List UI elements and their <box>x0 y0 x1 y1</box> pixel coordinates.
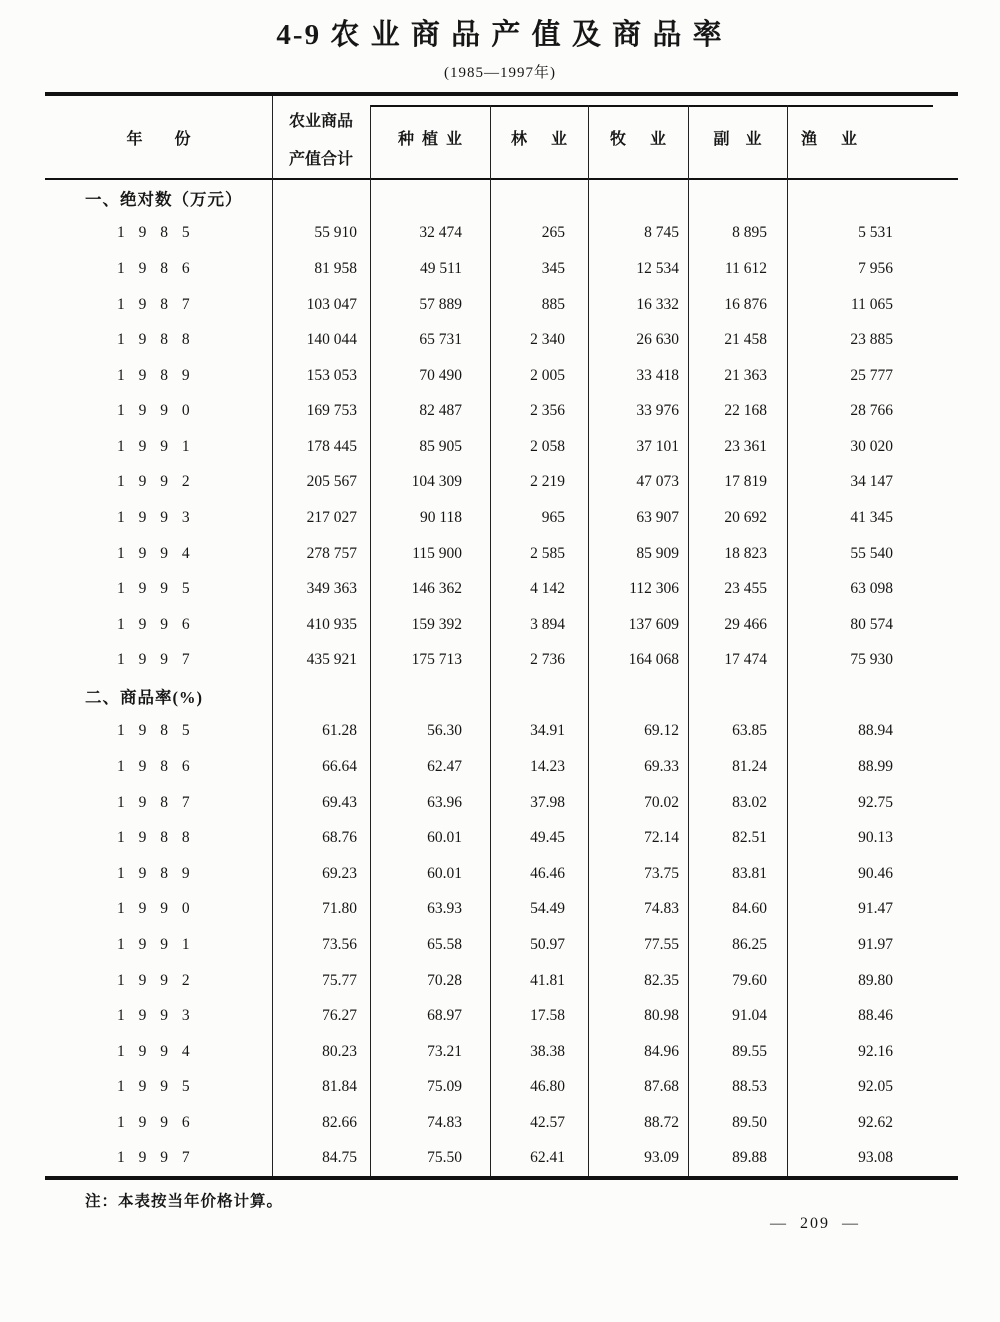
year-cell: 1 9 8 7 <box>117 793 195 811</box>
value-cell: 2 058 <box>530 437 565 455</box>
value-cell: 68.76 <box>322 829 357 847</box>
value-cell: 76.27 <box>322 1007 357 1025</box>
value-cell: 37.98 <box>530 793 565 811</box>
table-row <box>45 892 958 928</box>
section-title: 二、商品率(%) <box>85 687 203 707</box>
value-cell: 69.43 <box>322 793 357 811</box>
value-cell: 153 053 <box>306 366 357 384</box>
page-subtitle: (1985—1997年) <box>444 65 556 81</box>
table-row <box>45 820 958 856</box>
value-cell: 89.88 <box>732 1149 767 1167</box>
value-cell: 93.08 <box>858 1149 893 1167</box>
value-cell: 82.35 <box>644 971 679 989</box>
column-header-forestry: 林 业 <box>510 130 567 148</box>
value-cell: 56.30 <box>427 722 462 740</box>
column-header-total <box>272 96 370 178</box>
value-cell: 83.02 <box>732 793 767 811</box>
value-cell: 63 098 <box>850 580 893 598</box>
footnote: 注：本表按当年价格计算。 <box>85 1193 284 1210</box>
value-cell: 69.12 <box>644 722 679 740</box>
value-cell: 21 458 <box>724 331 767 349</box>
year-cell: 1 9 9 2 <box>117 473 195 491</box>
value-cell: 91.47 <box>858 900 893 918</box>
value-cell: 17 474 <box>724 651 767 669</box>
value-cell: 345 <box>541 259 565 277</box>
year-cell: 1 9 8 5 <box>117 722 195 740</box>
column-divider <box>688 105 689 1176</box>
value-cell: 17 819 <box>724 473 767 491</box>
year-cell: 1 9 8 7 <box>117 295 195 313</box>
column-header-total-line1: 农业商品 <box>288 113 353 130</box>
table-row <box>45 714 958 750</box>
value-cell: 49.45 <box>530 829 565 847</box>
value-cell: 63 907 <box>636 508 679 526</box>
value-cell: 2 340 <box>530 331 565 349</box>
value-cell: 14.23 <box>530 758 565 776</box>
value-cell: 28 766 <box>850 402 893 420</box>
year-cell: 1 9 9 6 <box>117 615 195 633</box>
value-cell: 21 363 <box>724 366 767 384</box>
table-row <box>45 643 958 679</box>
value-cell: 65.58 <box>427 935 462 953</box>
value-cell: 140 044 <box>306 331 357 349</box>
table-row <box>45 998 958 1034</box>
value-cell: 92.75 <box>858 793 893 811</box>
value-cell: 104 309 <box>411 473 462 491</box>
stats-table <box>45 92 958 1180</box>
value-cell: 103 047 <box>306 295 357 313</box>
value-cell: 46.46 <box>530 864 565 882</box>
value-cell: 23 361 <box>724 437 767 455</box>
column-header-total-line2: 产值合计 <box>288 151 353 168</box>
value-cell: 70.02 <box>644 793 679 811</box>
value-cell: 47 073 <box>636 473 679 491</box>
value-cell: 20 692 <box>724 508 767 526</box>
value-cell: 265 <box>541 224 565 242</box>
value-cell: 75.77 <box>322 971 357 989</box>
value-cell: 62.41 <box>530 1149 565 1167</box>
section-header-row <box>45 678 958 714</box>
value-cell: 17.58 <box>530 1007 565 1025</box>
table-row <box>45 607 958 643</box>
value-cell: 11 065 <box>850 295 893 313</box>
table-row <box>45 429 958 465</box>
value-cell: 50.97 <box>530 935 565 953</box>
value-cell: 32 474 <box>419 224 462 242</box>
table-row <box>45 785 958 821</box>
year-cell: 1 9 8 8 <box>117 829 195 847</box>
year-cell: 1 9 9 6 <box>117 1113 195 1131</box>
value-cell: 205 567 <box>306 473 357 491</box>
table-header-row <box>45 96 958 178</box>
value-cell: 49 511 <box>419 259 462 277</box>
value-cell: 92.62 <box>858 1113 893 1131</box>
value-cell: 90.13 <box>858 829 893 847</box>
value-cell: 63.96 <box>427 793 462 811</box>
column-divider <box>490 105 491 1176</box>
value-cell: 2 005 <box>530 366 565 384</box>
value-cell: 2 736 <box>530 651 565 669</box>
section-title: 一、绝对数（万元） <box>85 189 243 209</box>
year-cell: 1 9 9 5 <box>117 580 195 598</box>
value-cell: 69.33 <box>644 758 679 776</box>
year-cell: 1 9 9 4 <box>117 1042 195 1060</box>
value-cell: 75 930 <box>850 651 893 669</box>
value-cell: 81 958 <box>314 259 357 277</box>
table-row <box>45 1105 958 1141</box>
value-cell: 63.93 <box>427 900 462 918</box>
year-cell: 1 9 8 9 <box>117 864 195 882</box>
table-row <box>45 500 958 536</box>
value-cell: 169 753 <box>306 402 357 420</box>
value-cell: 71.80 <box>322 900 357 918</box>
table-row <box>45 358 958 394</box>
value-cell: 2 356 <box>530 402 565 420</box>
table-row <box>45 963 958 999</box>
value-cell: 88.94 <box>858 722 893 740</box>
value-cell: 79.60 <box>732 971 767 989</box>
value-cell: 70.28 <box>427 971 462 989</box>
column-header-planting: 种 植 业 <box>397 130 462 148</box>
value-cell: 84.96 <box>644 1042 679 1060</box>
table-row <box>45 216 958 252</box>
value-cell: 57 889 <box>419 295 462 313</box>
value-cell: 29 466 <box>724 615 767 633</box>
value-cell: 85 905 <box>419 437 462 455</box>
value-cell: 61.28 <box>322 722 357 740</box>
value-cell: 92.16 <box>858 1042 893 1060</box>
value-cell: 70 490 <box>419 366 462 384</box>
value-cell: 885 <box>541 295 565 313</box>
year-cell: 1 9 9 5 <box>117 1078 195 1096</box>
section-header-row <box>45 180 958 216</box>
value-cell: 41.81 <box>530 971 565 989</box>
value-cell: 41 345 <box>850 508 893 526</box>
table-row <box>45 927 958 963</box>
value-cell: 2 585 <box>530 544 565 562</box>
value-cell: 74.83 <box>644 900 679 918</box>
value-cell: 18 823 <box>724 544 767 562</box>
year-cell: 1 9 9 1 <box>117 437 195 455</box>
value-cell: 90 118 <box>419 508 462 526</box>
column-header-fishery: 渔 业 <box>801 130 858 148</box>
value-cell: 965 <box>541 508 565 526</box>
value-cell: 80.23 <box>322 1042 357 1060</box>
value-cell: 178 445 <box>306 437 357 455</box>
year-cell: 1 9 8 5 <box>117 224 195 242</box>
value-cell: 26 630 <box>636 331 679 349</box>
value-cell: 23 455 <box>724 580 767 598</box>
value-cell: 91.97 <box>858 935 893 953</box>
value-cell: 137 609 <box>628 615 679 633</box>
value-cell: 65 731 <box>419 331 462 349</box>
value-cell: 81.24 <box>732 758 767 776</box>
value-cell: 80 574 <box>850 615 893 633</box>
page-number: — 209 — <box>770 1215 860 1232</box>
column-header-year: 年 份 <box>126 130 191 148</box>
value-cell: 63.85 <box>732 722 767 740</box>
table-row <box>45 393 958 429</box>
value-cell: 82.66 <box>322 1113 357 1131</box>
value-cell: 69.23 <box>322 864 357 882</box>
value-cell: 84.75 <box>322 1149 357 1167</box>
value-cell: 89.55 <box>732 1042 767 1060</box>
value-cell: 435 921 <box>306 651 357 669</box>
value-cell: 75.50 <box>427 1149 462 1167</box>
value-cell: 54.49 <box>530 900 565 918</box>
value-cell: 30 020 <box>850 437 893 455</box>
column-header-sideline: 副 业 <box>713 130 762 148</box>
value-cell: 88.72 <box>644 1113 679 1131</box>
value-cell: 82 487 <box>419 402 462 420</box>
column-divider <box>588 105 589 1176</box>
table-bottom-rule <box>45 1176 958 1180</box>
value-cell: 77.55 <box>644 935 679 953</box>
value-cell: 90.46 <box>858 864 893 882</box>
value-cell: 88.99 <box>858 758 893 776</box>
value-cell: 410 935 <box>306 615 357 633</box>
value-cell: 5 531 <box>858 224 893 242</box>
value-cell: 74.83 <box>427 1113 462 1131</box>
value-cell: 85 909 <box>636 544 679 562</box>
value-cell: 8 745 <box>644 224 679 242</box>
value-cell: 82.51 <box>732 829 767 847</box>
value-cell: 62.47 <box>427 758 462 776</box>
value-cell: 146 362 <box>411 580 462 598</box>
value-cell: 86.25 <box>732 935 767 953</box>
value-cell: 217 027 <box>306 508 357 526</box>
value-cell: 12 534 <box>636 259 679 277</box>
year-cell: 1 9 8 6 <box>117 259 195 277</box>
value-cell: 23 885 <box>850 331 893 349</box>
value-cell: 159 392 <box>411 615 462 633</box>
year-cell: 1 9 9 0 <box>117 402 195 420</box>
table-row <box>45 856 958 892</box>
year-cell: 1 9 9 7 <box>117 651 195 669</box>
value-cell: 37 101 <box>636 437 679 455</box>
value-cell: 16 332 <box>636 295 679 313</box>
value-cell: 349 363 <box>306 580 357 598</box>
value-cell: 83.81 <box>732 864 767 882</box>
value-cell: 81.84 <box>322 1078 357 1096</box>
value-cell: 2 219 <box>530 473 565 491</box>
value-cell: 80.98 <box>644 1007 679 1025</box>
table-row <box>45 251 958 287</box>
table-body <box>45 180 958 1176</box>
table-row <box>45 536 958 572</box>
table-row <box>45 1141 958 1177</box>
year-cell: 1 9 9 4 <box>117 544 195 562</box>
table-row <box>45 571 958 607</box>
value-cell: 22 168 <box>724 402 767 420</box>
value-cell: 33 418 <box>636 366 679 384</box>
column-divider <box>272 96 273 1176</box>
value-cell: 34.91 <box>530 722 565 740</box>
year-cell: 1 9 8 9 <box>117 366 195 384</box>
value-cell: 16 876 <box>724 295 767 313</box>
value-cell: 42.57 <box>530 1113 565 1131</box>
year-cell: 1 9 9 2 <box>117 971 195 989</box>
value-cell: 89.80 <box>858 971 893 989</box>
value-cell: 60.01 <box>427 829 462 847</box>
year-cell: 1 9 9 3 <box>117 1007 195 1025</box>
table-row <box>45 1034 958 1070</box>
value-cell: 88.46 <box>858 1007 893 1025</box>
year-cell: 1 9 9 3 <box>117 508 195 526</box>
value-cell: 8 895 <box>732 224 767 242</box>
table-row <box>45 465 958 501</box>
value-cell: 93.09 <box>644 1149 679 1167</box>
value-cell: 75.09 <box>427 1078 462 1096</box>
column-header-husbandry: 牧 业 <box>609 130 666 148</box>
value-cell: 55 910 <box>314 224 357 242</box>
value-cell: 89.50 <box>732 1113 767 1131</box>
table-row <box>45 322 958 358</box>
value-cell: 73.56 <box>322 935 357 953</box>
value-cell: 175 713 <box>411 651 462 669</box>
value-cell: 66.64 <box>322 758 357 776</box>
year-cell: 1 9 8 8 <box>117 331 195 349</box>
value-cell: 115 900 <box>412 544 462 562</box>
table-row <box>45 287 958 323</box>
value-cell: 68.97 <box>427 1007 462 1025</box>
value-cell: 34 147 <box>850 473 893 491</box>
value-cell: 278 757 <box>306 544 357 562</box>
value-cell: 11 612 <box>724 259 767 277</box>
table-row <box>45 1069 958 1105</box>
value-cell: 91.04 <box>732 1007 767 1025</box>
column-divider <box>370 105 371 1176</box>
value-cell: 60.01 <box>427 864 462 882</box>
value-cell: 84.60 <box>732 900 767 918</box>
value-cell: 38.38 <box>530 1042 565 1060</box>
value-cell: 3 894 <box>530 615 565 633</box>
value-cell: 72.14 <box>644 829 679 847</box>
value-cell: 73.75 <box>644 864 679 882</box>
year-cell: 1 9 9 0 <box>117 900 195 918</box>
table-row <box>45 749 958 785</box>
value-cell: 4 142 <box>530 580 565 598</box>
value-cell: 112 306 <box>629 580 679 598</box>
page-title: 4-9 农 业 商 品 产 值 及 商 品 率 <box>276 19 724 51</box>
value-cell: 73.21 <box>427 1042 462 1060</box>
column-divider <box>787 105 788 1176</box>
value-cell: 33 976 <box>636 402 679 420</box>
value-cell: 7 956 <box>858 259 893 277</box>
value-cell: 25 777 <box>850 366 893 384</box>
year-cell: 1 9 9 7 <box>117 1149 195 1167</box>
year-cell: 1 9 9 1 <box>117 935 195 953</box>
value-cell: 55 540 <box>850 544 893 562</box>
value-cell: 87.68 <box>644 1078 679 1096</box>
value-cell: 164 068 <box>628 651 679 669</box>
value-cell: 92.05 <box>858 1078 893 1096</box>
year-cell: 1 9 8 6 <box>117 758 195 776</box>
value-cell: 88.53 <box>732 1078 767 1096</box>
value-cell: 46.80 <box>530 1078 565 1096</box>
